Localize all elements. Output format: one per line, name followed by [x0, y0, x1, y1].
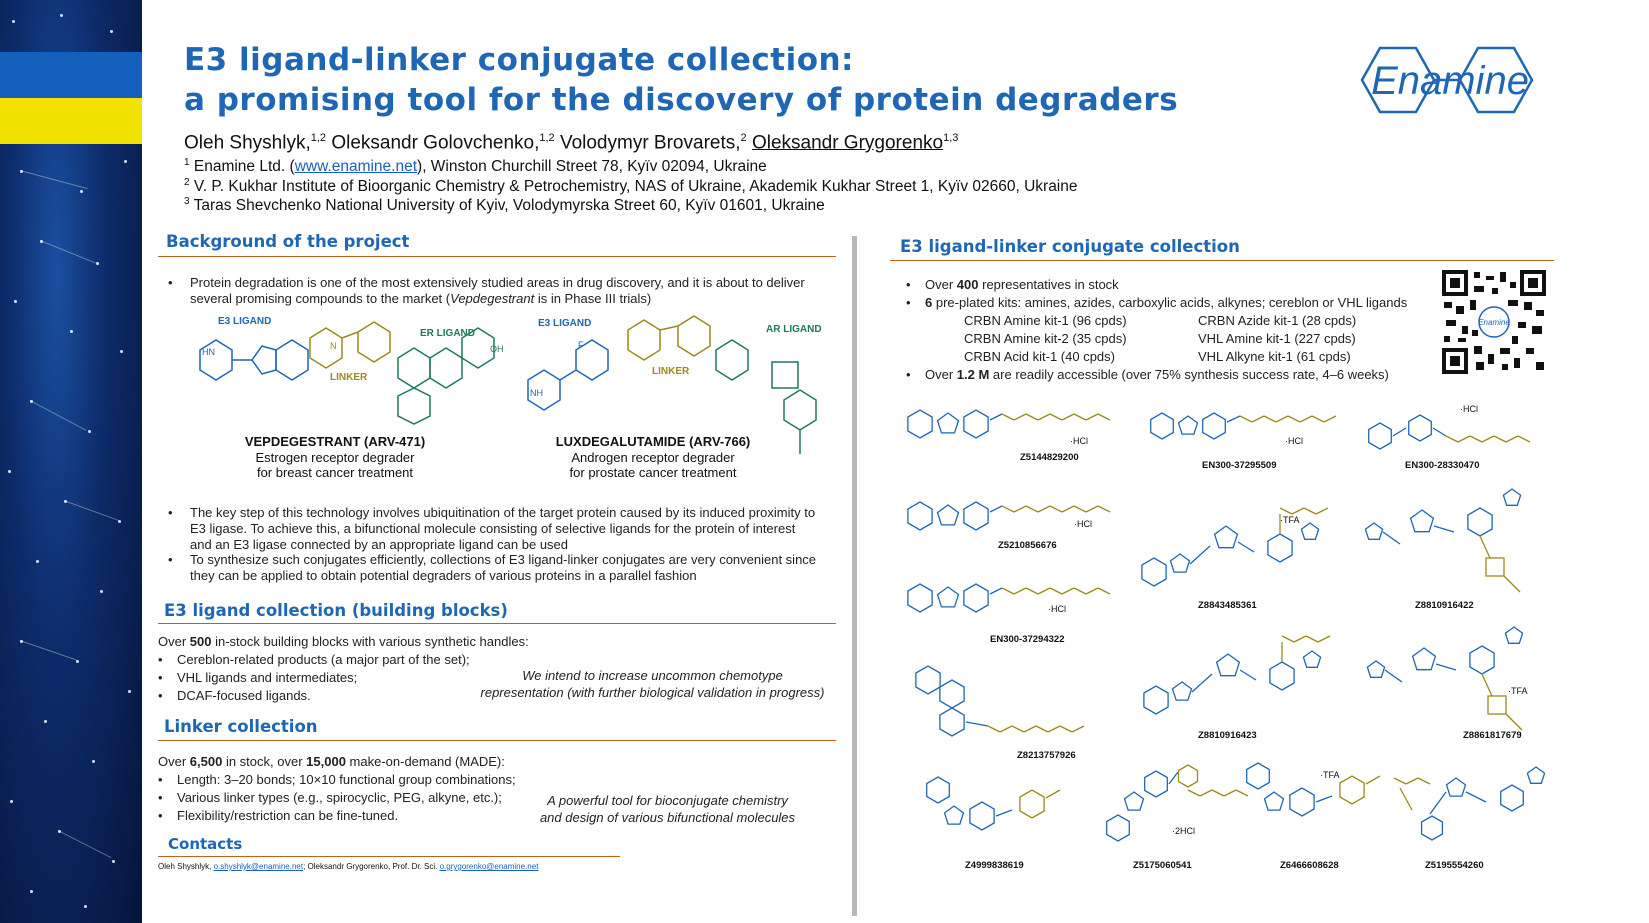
bg-b1-line1: Protein degradation is one of the most extensively studied areas in drug discovery, and it is about to deliver — [190, 275, 805, 290]
e3-item-1: • Cereblon-related products (a major part of the set); — [158, 652, 470, 667]
title-line-1: E3 ligand-linker conjugate collection: — [184, 42, 854, 78]
compound-structure — [892, 566, 1132, 626]
vep-hn: HN — [202, 347, 215, 357]
compound-code: Z8213757926 — [1017, 750, 1076, 761]
compound-structure — [892, 484, 1132, 534]
conj-point-1: • Over 400 representatives in stock — [906, 277, 1119, 292]
compound-code: Z5195554260 — [1425, 860, 1484, 871]
compound-structure — [1130, 478, 1360, 598]
bg-b2-line2: E3 ligase. To achieve this, a bifunctional molecule consisting of selective ligands for the protein of interest — [190, 521, 796, 536]
e3-ligand-label-2: E3 LIGAND — [538, 318, 592, 329]
conj-p1-pre: Over — [925, 277, 957, 292]
compound-salt: ·TFA — [1508, 686, 1528, 696]
conj-p2-num: 6 — [925, 295, 933, 310]
affil-1-sup: 1 — [184, 157, 190, 168]
linker-note-2: and design of various bifunctional molecules — [539, 810, 796, 825]
bg-b1-post: is in Phase III trials) — [534, 291, 652, 306]
kit-left-2: CRBN Amine kit-2 (35 cpds) — [964, 331, 1127, 346]
kit-left-3: CRBN Acid kit-1 (40 cpds) — [964, 349, 1115, 364]
background-bullet-3: • To synthesize such conjugates efficiently, collections of E3 ligand-linker conjugates are very convenient since they can be applied to obtain potential degraders of various proteins in a parallel fashion — [190, 552, 840, 584]
drug2-desc-1: Androgen receptor degrader — [571, 450, 735, 465]
compound-salt: ·HCl — [1070, 436, 1088, 446]
qr-code-icon[interactable] — [1442, 270, 1546, 374]
drug2-desc-2: for prostate cancer treatment — [569, 465, 737, 480]
linker-item-3-text: Flexibility/restriction can be fine-tuned. — [177, 808, 399, 823]
contacts-pre: Oleh Shyshlyk, — [158, 862, 214, 871]
compound-code: Z8843485361 — [1198, 600, 1257, 611]
drug1-desc-1: Estrogen receptor degrader — [255, 450, 415, 465]
bg-b2-line3: and an E3 ligase connected by an appropriate ligand can be used — [190, 537, 569, 552]
linker-collection-rule — [158, 740, 836, 741]
conj-p1-num: 400 — [956, 277, 979, 292]
bg-b2-line1: The key step of this technology involves ubiquitination of the target protein caused by its induced proximity to — [190, 505, 816, 520]
compound-structure — [892, 650, 1132, 748]
linker-label-1: LINKER — [330, 372, 368, 383]
e3-note — [480, 667, 825, 701]
author-4: Oleksandr Grygorenko — [751, 132, 944, 154]
compound-code: Z8810916422 — [1415, 600, 1474, 611]
drug1-desc-2: for breast cancer treatment — [256, 465, 414, 480]
compound-structure — [1234, 750, 1394, 860]
conj-p3-num: 1.2 M — [956, 367, 990, 382]
flag-yellow-stripe — [0, 98, 142, 144]
conj-p3-pre: Over — [925, 367, 957, 382]
compound-salt: ·TFA — [1320, 770, 1340, 780]
author-1: Oleh Shyshlyk, — [184, 132, 311, 154]
bg-b1-ital: Vepdegestrant — [450, 291, 535, 306]
compound-salt: ·2HCl — [1172, 826, 1196, 836]
author-3: Volodymyr Brovarets, — [559, 132, 741, 154]
compound-structure — [1350, 478, 1550, 602]
enamine-website-link[interactable]: www.enamine.net — [294, 158, 418, 176]
compound-code: EN300-37294322 — [990, 634, 1065, 645]
compound-structure — [914, 764, 1114, 860]
e3-item-2-text: VHL ligands and intermediates; — [177, 670, 358, 685]
linker-intro — [158, 753, 505, 770]
e3-item-2: • VHL ligands and intermediates; — [158, 670, 358, 685]
author-2-sup: 1,2 — [539, 132, 555, 144]
flag-blue-stripe — [0, 52, 142, 98]
compound-code: Z8861817679 — [1463, 730, 1522, 741]
conj-point-2: • 6 pre-plated kits: amines, azides, carboxylic acids, alkynes; cereblon or VHL ligands — [906, 295, 1408, 310]
compound-structure — [1386, 758, 1552, 858]
compound-code: Z5144829200 — [1020, 452, 1079, 463]
conjugates-title: E3 ligand-linker conjugate collection — [900, 237, 1240, 256]
bg-b1-pre: several promising compounds to the market ( — [190, 291, 451, 306]
linker-note — [520, 792, 815, 826]
contacts-title: Contacts — [168, 835, 243, 853]
e3-note-2: representation (with further biological validation in progress) — [480, 685, 825, 700]
linker-note-1: A powerful tool for bioconjugate chemistry — [547, 793, 788, 808]
e3-note-1: We intend to increase uncommon chemotype — [522, 668, 783, 683]
author-4-sup: 1,3 — [943, 132, 959, 144]
background-rule — [158, 256, 836, 257]
author-list — [184, 132, 958, 154]
conj-p1-post: representatives in stock — [978, 277, 1119, 292]
contacts-rule — [158, 856, 620, 857]
compound-code: Z5175060541 — [1133, 860, 1192, 871]
ar-ligand-label: AR LIGAND — [766, 324, 822, 335]
drug1-name: VEPDEGESTRANT (ARV-471) — [244, 434, 426, 449]
drug2-name: LUXDEGALUTAMIDE (ARV-766) — [555, 434, 751, 449]
e3-ligand-label-1: E3 LIGAND — [218, 316, 272, 327]
linker-num2: 15,000 — [306, 754, 346, 769]
linker-label-2: LINKER — [652, 366, 690, 377]
linker-intro-b: in stock, over — [222, 754, 307, 769]
e3-intro-post: in-stock building blocks with various synthetic handles: — [211, 634, 529, 649]
e3-item-3: • DCAF-focused ligands. — [158, 688, 311, 703]
author-2: Oleksandr Golovchenko, — [331, 132, 540, 154]
logo-text: Enamine — [1371, 59, 1529, 103]
linker-collection-title: Linker collection — [164, 717, 318, 736]
column-divider — [852, 236, 857, 916]
compound-structure — [1352, 618, 1552, 740]
e3-collection-title: E3 ligand collection (building blocks) — [164, 601, 508, 620]
linker-num1: 6,500 — [189, 754, 223, 769]
compound-code: Z5210856676 — [998, 540, 1057, 551]
affil-2-text: V. P. Kukhar Institute of Bioorganic Chemistry & Petrochemistry, NAS of Ukraine, Akademik Kukhar Street 1, Kyïv 02660, Ukraine — [193, 178, 1078, 196]
compound-code: Z6466608628 — [1280, 860, 1339, 871]
affiliation-1 — [184, 157, 767, 176]
author-1-sup: 1,2 — [310, 132, 327, 144]
compound-code: Z8810916423 — [1198, 730, 1257, 741]
linker-item-1: • Length: 3–20 bonds; 10×10 functional group combinations; — [158, 772, 516, 787]
compound-salt: ·HCl — [1048, 604, 1066, 614]
compound-salt: ·HCl — [1074, 519, 1092, 529]
compound-code: EN300-28330470 — [1405, 460, 1480, 471]
background-title: Background of the project — [166, 232, 410, 251]
contacts-mid: ; Oleksandr Grygorenko, Prof. Dr. Sci. — [303, 862, 440, 871]
e3-intro-num: 500 — [189, 634, 212, 649]
e3-intro — [158, 633, 529, 650]
conjugates-rule — [890, 260, 1554, 261]
compound-code: Z4999838619 — [965, 860, 1024, 871]
compound-salt: ·HCl — [1460, 404, 1478, 414]
vep-n1: N — [330, 341, 337, 351]
linker-item-2-text: Various linker types (e.g., spirocyclic, PEG, alkyne, etc.); — [177, 790, 502, 805]
e3-collection-rule — [158, 623, 836, 624]
bg-b1-line2 — [190, 291, 840, 307]
e3-intro-pre: Over — [158, 634, 190, 649]
compound-structure — [892, 392, 1132, 452]
background-bullet-1: • Protein degradation is one of the most extensively studied areas in drug discovery, and it is about to deliver several promising compounds to the market (Vepdegestrant is in Phase III trials) — [190, 275, 840, 307]
linker-item-2: • Various linker types (e.g., spirocyclic, PEG, alkyne, etc.); — [158, 790, 502, 805]
affil-2-sup: 2 — [184, 177, 190, 188]
lux-nh: NH — [530, 388, 543, 398]
linker-intro-a: Over — [158, 754, 190, 769]
e3-item-3-text: DCAF-focused ligands. — [177, 688, 311, 703]
email-link-2[interactable]: o.grygorenko@enamine.net — [439, 862, 539, 871]
compound-structure — [1356, 390, 1546, 466]
affiliation-2 — [184, 177, 1078, 196]
affil-3-text: Taras Shevchenko National University of Kyiv, Volodymyrska Street 60, Kyïv 01601, Ukraine — [193, 197, 825, 215]
background-bullet-2: • The key step of this technology involves ubiquitination of the target protein caused by its induced proximity to E3 ligase. To achieve this, a bifunctional molecule consisting of selective ligands for the protein of interest and an E3 ligase connected by an appropriate ligand can be used — [190, 505, 840, 553]
email-link-1[interactable]: o.shyshlyk@enamine.net — [213, 862, 304, 871]
linker-item-1-text: Length: 3–20 bonds; 10×10 functional group combinations; — [177, 772, 516, 787]
linker-intro-c: make-on-demand (MADE): — [345, 754, 505, 769]
lux-f: F — [578, 340, 584, 350]
conj-p2-post: pre-plated kits: amines, azides, carboxylic acids, alkynes; cereblon or VHL ligands — [932, 295, 1408, 310]
poster-title — [184, 40, 1184, 120]
linker-item-3: • Flexibility/restriction can be fine-tuned. — [158, 808, 399, 823]
affil-1-post: ), Winston Churchill Street 78, Kyïv 02094, Ukraine — [417, 158, 767, 176]
kit-left-1: CRBN Amine kit-1 (96 cpds) — [964, 313, 1127, 328]
compound-code: EN300-37295509 — [1202, 460, 1277, 471]
affiliation-3 — [184, 196, 825, 215]
compound-salt: ·HCl — [1285, 436, 1303, 446]
title-line-2: a promising tool for the discovery of protein degraders — [184, 82, 1179, 118]
bg-b3-line2: they can be applied to obtain potential degraders of various proteins in a parallel fashion — [190, 568, 697, 583]
compound-structure — [1136, 392, 1366, 462]
compound-salt: ·TFA — [1280, 515, 1300, 525]
kit-right-2: VHL Amine kit-1 (227 cpds) — [1198, 331, 1356, 346]
er-ligand-label: ER LIGAND — [420, 328, 475, 339]
bg-b3-line1: To synthesize such conjugates efficiently, collections of E3 ligand-linker conjugates are very convenient since — [190, 552, 817, 567]
contacts-line — [158, 862, 538, 871]
vep-oh: OH — [490, 344, 504, 354]
qr-label: Enamine — [1478, 318, 1510, 327]
kit-right-3: VHL Alkyne kit-1 (61 cpds) — [1198, 349, 1351, 364]
conj-p3-post: are readily accessible (over 75% synthesis success rate, 4–6 weeks) — [989, 367, 1389, 382]
affil-3-sup: 3 — [184, 196, 190, 207]
e3-item-1-text: Cereblon-related products (a major part of the set); — [177, 652, 470, 667]
compound-structure — [1132, 620, 1362, 726]
conj-point-3: • Over 1.2 M are readily accessible (over 75% synthesis success rate, 4–6 weeks) — [906, 367, 1389, 382]
hexagon-logo-icon — [1358, 40, 1538, 126]
affil-1-pre: Enamine Ltd. ( — [193, 158, 295, 176]
kit-right-1: CRBN Azide kit-1 (28 cpds) — [1198, 313, 1357, 328]
author-3-sup: 2 — [740, 132, 747, 144]
